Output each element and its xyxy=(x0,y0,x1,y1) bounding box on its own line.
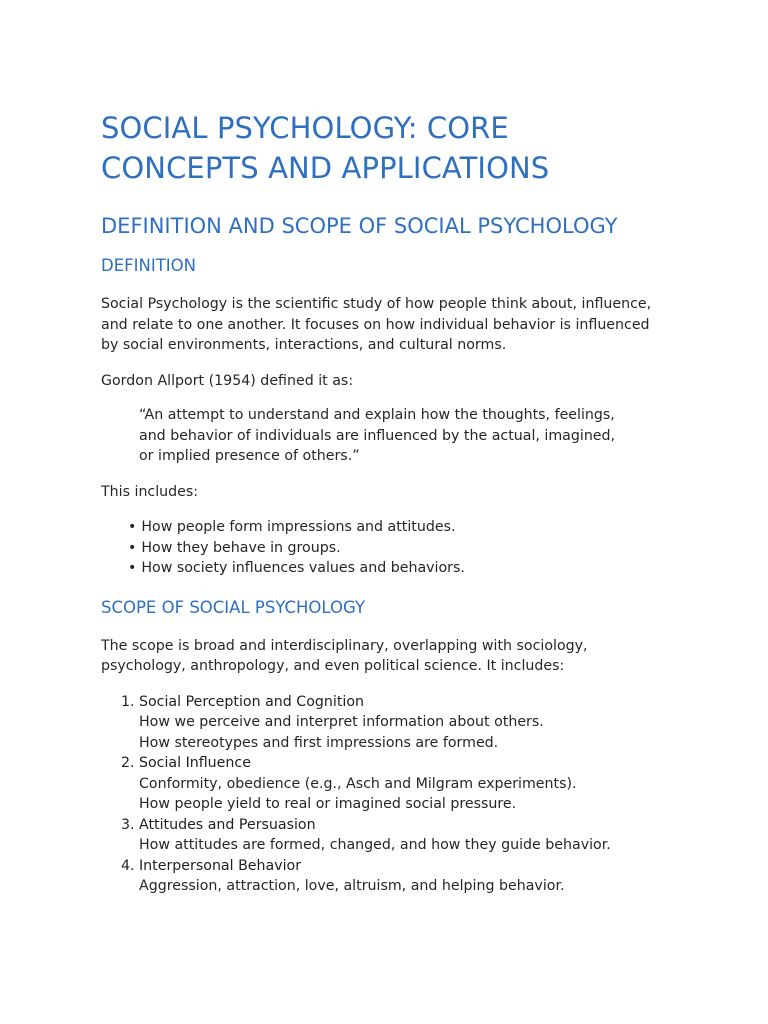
item-detail: How attitudes are formed, changed, and how they guide behavior. xyxy=(139,837,611,853)
item-number: 2. xyxy=(121,755,135,771)
bullet-text: How they behave in groups. xyxy=(141,539,341,556)
list-item xyxy=(128,538,668,559)
item-number: 4. xyxy=(121,857,135,874)
allport-quote xyxy=(139,405,668,467)
list-item xyxy=(101,692,668,754)
allport-intro: Gordon Allport (1954) defined it as: xyxy=(101,372,354,389)
item-detail: How people yield to real or imagined social pressure. xyxy=(139,796,517,812)
item-title: Social Influence xyxy=(139,755,251,771)
item-number: 3. xyxy=(121,816,135,833)
item-detail: Aggression, attraction, love, altruism, and helping behavior. xyxy=(139,878,565,894)
bullet-text: How people form impressions and attitudes. xyxy=(141,519,456,535)
includes-intro: This includes: xyxy=(101,483,199,500)
definition-heading: DEFINITION xyxy=(101,256,196,275)
quote-line-2: and behavior of individuals are influenced by the actual, imagined, xyxy=(139,427,616,444)
item-number: 1. xyxy=(121,693,135,710)
bullet-icon: • xyxy=(128,519,137,535)
list-item xyxy=(101,815,668,856)
title-line-2: CONCEPTS AND APPLICATIONS xyxy=(101,151,550,185)
includes-list xyxy=(101,517,668,579)
quote-line-3: or implied presence of others.” xyxy=(139,448,360,464)
document-title xyxy=(101,108,668,188)
item-title: Social Perception and Cognition xyxy=(139,693,364,710)
list-item xyxy=(128,558,668,579)
item-title: Attitudes and Persuasion xyxy=(139,816,316,833)
item-detail: How stereotypes and first impressions are formed. xyxy=(139,734,499,751)
list-item xyxy=(101,753,668,815)
item-title: Interpersonal Behavior xyxy=(139,857,302,874)
item-detail: How we perceive and interpret information about others. xyxy=(139,714,544,730)
scope-heading: SCOPE OF SOCIAL PSYCHOLOGY xyxy=(101,597,366,617)
definition-paragraph: Social Psychology is the scientific study of how people think about, influence, and relate to one another. It focuses on how individual behavior is influenced by social environments, interactions, and cultural norms. xyxy=(101,296,652,353)
section-heading: DEFINITION AND SCOPE OF SOCIAL PSYCHOLOGY xyxy=(101,214,618,238)
list-item xyxy=(101,856,668,897)
bullet-text: How society influences values and behaviors. xyxy=(141,560,465,576)
scope-list xyxy=(101,692,668,897)
quote-line-1: “An attempt to understand and explain how the thoughts, feelings, xyxy=(139,407,615,423)
list-item xyxy=(128,517,668,538)
scope-paragraph: The scope is broad and interdisciplinary, overlapping with sociology, psychology, anthropology, and even political science. It includes: xyxy=(101,637,588,674)
bullet-icon: • xyxy=(128,539,137,556)
bullet-icon: • xyxy=(128,560,137,576)
item-detail: Conformity, obedience (e.g., Asch and Milgram experiments). xyxy=(139,775,577,792)
title-line-1: SOCIAL PSYCHOLOGY: CORE xyxy=(101,111,509,145)
